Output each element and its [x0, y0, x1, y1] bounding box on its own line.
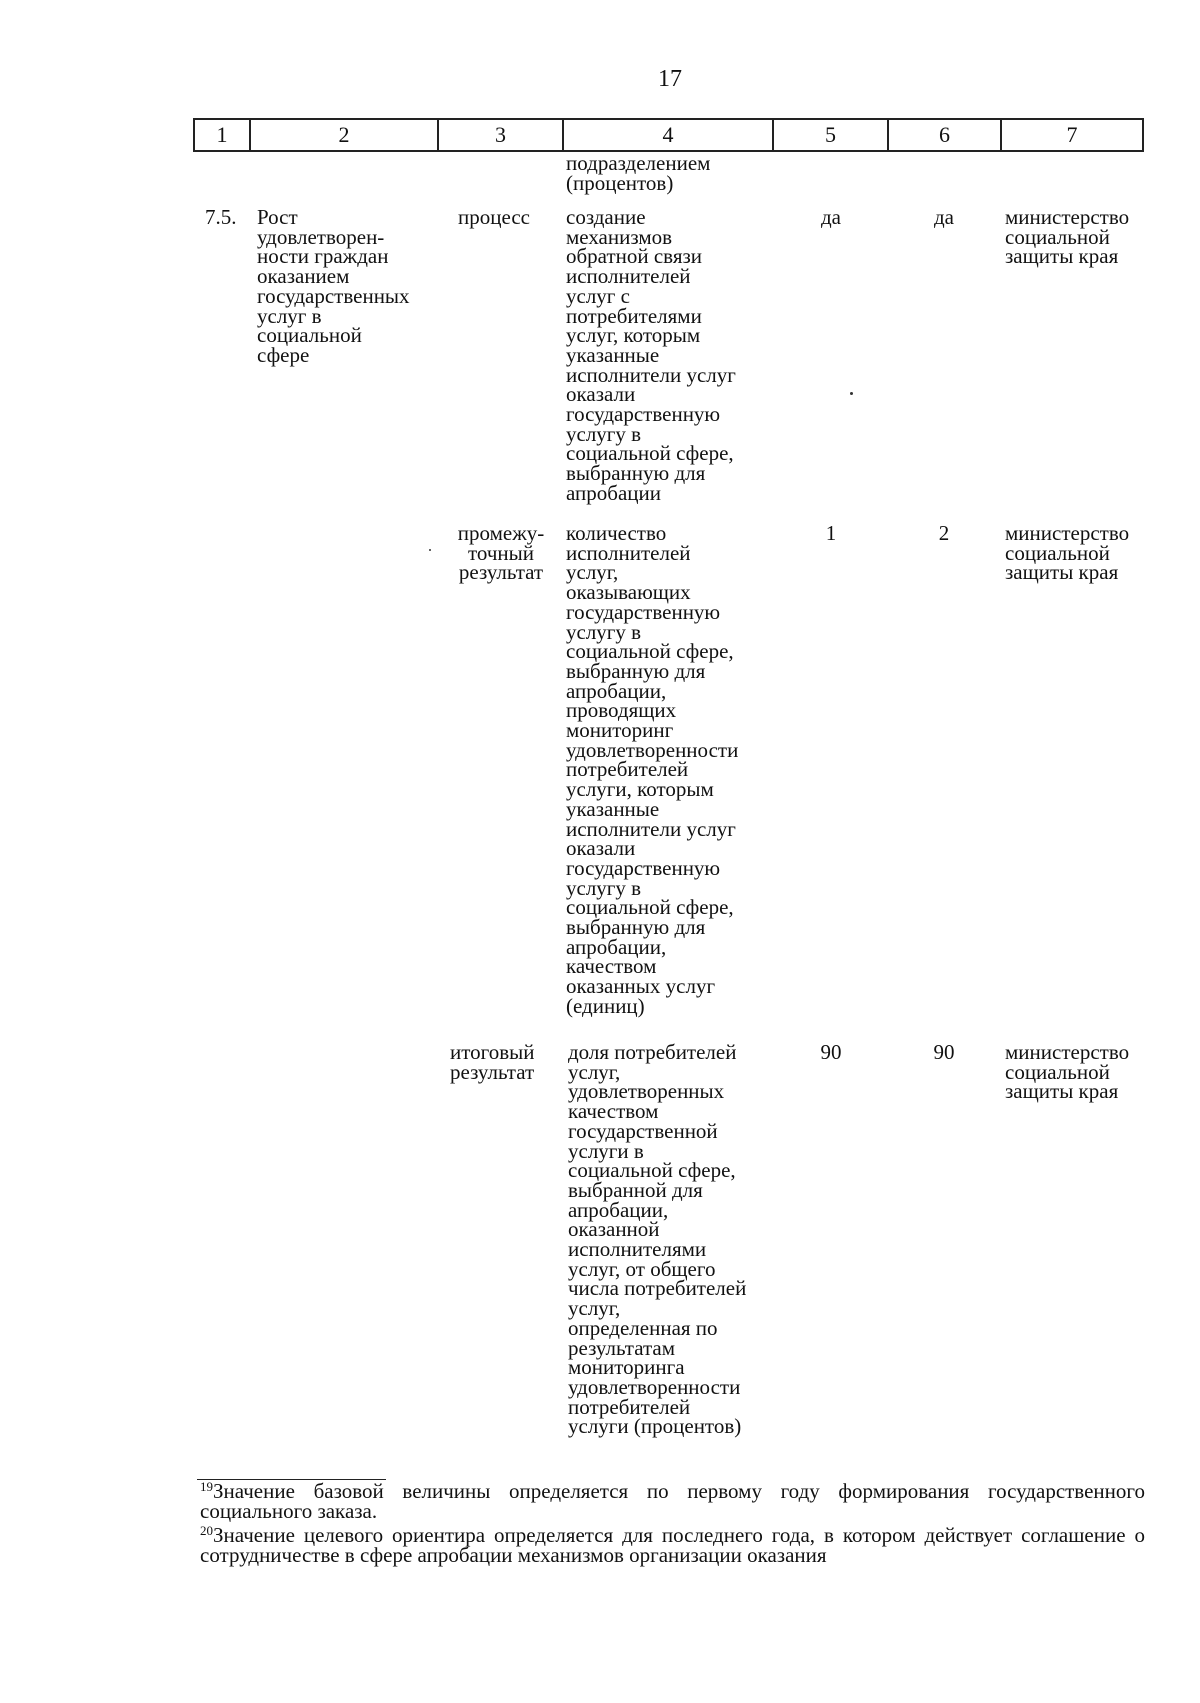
header-col-2: 2 — [250, 119, 438, 151]
column-number-header — [193, 118, 1144, 152]
indicator-target-value-final: 90 — [933, 1040, 955, 1064]
indicator-base-value-final: 90 — [820, 1040, 842, 1064]
indicator-responsible-intermediate: министерство социальной защиты края — [1005, 521, 1130, 585]
footnote-19-text: Значение базовой величины определяется по первому году формирования государственного социального заказа. — [200, 1479, 1145, 1523]
header-col-3: 3 — [438, 119, 563, 151]
footnote-20-text: Значение целевого ориентира определяется для последнего года, в котором действует соглашение о сотрудничестве в сфере апробации механизмов организации оказания — [200, 1523, 1145, 1567]
footnote-19-mark: 19 — [200, 1479, 213, 1494]
indicator-type-final: итоговый результат — [450, 1040, 535, 1084]
footnote-20 — [200, 1525, 1145, 1565]
scan-speck — [429, 549, 431, 551]
indicator-responsible-process: министерство социальной защиты края — [1005, 205, 1130, 269]
continued-indicator-text: подразделением (процентов) — [566, 151, 711, 195]
header-col-7: 7 — [1001, 119, 1143, 151]
indicator-type-intermediate: промежу- точный результат — [457, 521, 545, 585]
indicator-description-process: создание механизмов обратной связи исполнителей услуг с потребителями услуг, которым указанные исполнители услуг оказали государственную услугу в социальной сфере, выбранную для апробации — [566, 205, 736, 505]
indicator-target-value-process: да — [933, 205, 954, 229]
header-col-5: 5 — [773, 119, 888, 151]
indicator-target-value-intermediate: 2 — [938, 521, 950, 545]
indicator-base-value-process: да — [820, 205, 841, 229]
footnote-20-mark: 20 — [200, 1523, 213, 1538]
scan-speck — [850, 392, 853, 395]
header-col-1: 1 — [194, 119, 250, 151]
indicator-description-intermediate: количество исполнителей услуг, оказывающих государственную услугу в социальной сфере, выбранную для апробации, проводящих мониторинг удовлетворенности потребителей услуги, которым указанные исполнители услуг оказали государственную услугу в социальной сфере, выбранную для апробации, качеством оказанных услуг (единиц) — [566, 521, 739, 1018]
footnote-19 — [200, 1481, 1145, 1521]
indicator-responsible-final: министерство социальной защиты края — [1005, 1040, 1130, 1104]
row-number: 7.5. — [205, 205, 237, 229]
indicator-type-process: процесс — [458, 205, 530, 229]
header-col-4: 4 — [563, 119, 773, 151]
indicator-base-value-intermediate: 1 — [825, 521, 837, 545]
indicator-description-final: доля потребителей услуг, удовлетворенных качеством государственной услуги в социальной сфере, выбранной для апробации, оказанной исполнителями услуг, от общего числа потребителей услуг, определенная по результатам мониторинга удовлетворенности потребителей услуги (процентов) — [568, 1040, 747, 1439]
header-col-6: 6 — [888, 119, 1001, 151]
row-goal-name: Рост удовлетворен- ности граждан оказанием государственных услуг в социальной сфере — [257, 205, 410, 367]
page-number: 17 — [658, 66, 682, 92]
